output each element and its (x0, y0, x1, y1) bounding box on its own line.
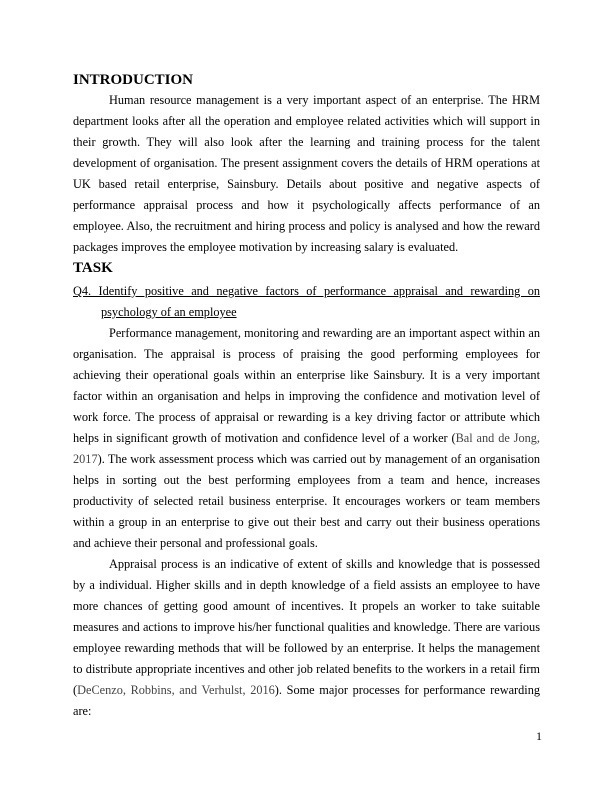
page-content (73, 70, 540, 722)
citation-bal-de-jong: Bal and de Jong, 2017 (73, 431, 540, 466)
task-heading: TASK (73, 260, 113, 276)
task-paragraph-2 (73, 554, 540, 722)
paragraph-2-text-after: ). Some major processes for performance rewarding are: (73, 683, 540, 718)
paragraph-1-text-after: ). The work assessment process which was carried out by management of an organisation helps in sorting out the best performing employees from a team and hence, increases productivity of selected retail business enterprise. It encourages workers or team members within a group in an enterprise to give out their best and carry out their business operations and achieve their personal and professional goals. (73, 452, 540, 550)
paragraph-2-text-before: Appraisal process is an indicative of extent of skills and knowledge that is possessed by a individual. Higher skills and in depth knowledge of a field assists an employee to have more chances of getting good amount of incentives. It propels an worker to take suitable measures and actions to improve his/her functional qualities and knowledge. There are various employee rewarding methods that will be followed by an enterprise. It helps the management to distribute appropriate incentives and other job related benefits to the workers in a retail firm ( (73, 557, 540, 697)
page-number: 1 (536, 729, 542, 743)
introduction-paragraph: Human resource management is a very important aspect of an enterprise. The HRM department looks after all the operation and employee related activities which will support in their growth. They will also look after the learning and training process for the talent development of organisation. The present assignment covers the details of HRM operations at UK based retail enterprise, Sainsbury. Details about positive and negative aspects of performance appraisal process and how it psychologically affects performance of an employee. Also, the recruitment and hiring process and policy is analysed and how the reward packages improves the employee motivation by increasing salary is evaluated. (73, 93, 540, 254)
introduction-heading: INTRODUCTION (73, 72, 194, 88)
task-paragraph-1 (73, 323, 540, 554)
citation-decenzo: DeCenzo, Robbins, and Verhulst, 2016 (77, 683, 275, 697)
paragraph-1-text-before: Performance management, monitoring and rewarding are an important aspect within an organisation. The appraisal is process of praising the good performing employees for achieving their operational goals within an enterprise like Sainsbury. It is a very important factor within an organisation and helps in improving the confidence and motivation level of work force. The process of appraisal or rewarding is a key driving factor or attribute which helps in significant growth of motivation and confidence level of a worker ( (73, 326, 540, 445)
task-question: Q4. Identify positive and negative factors of performance appraisal and rewarding on psychology of an employee (73, 284, 540, 319)
